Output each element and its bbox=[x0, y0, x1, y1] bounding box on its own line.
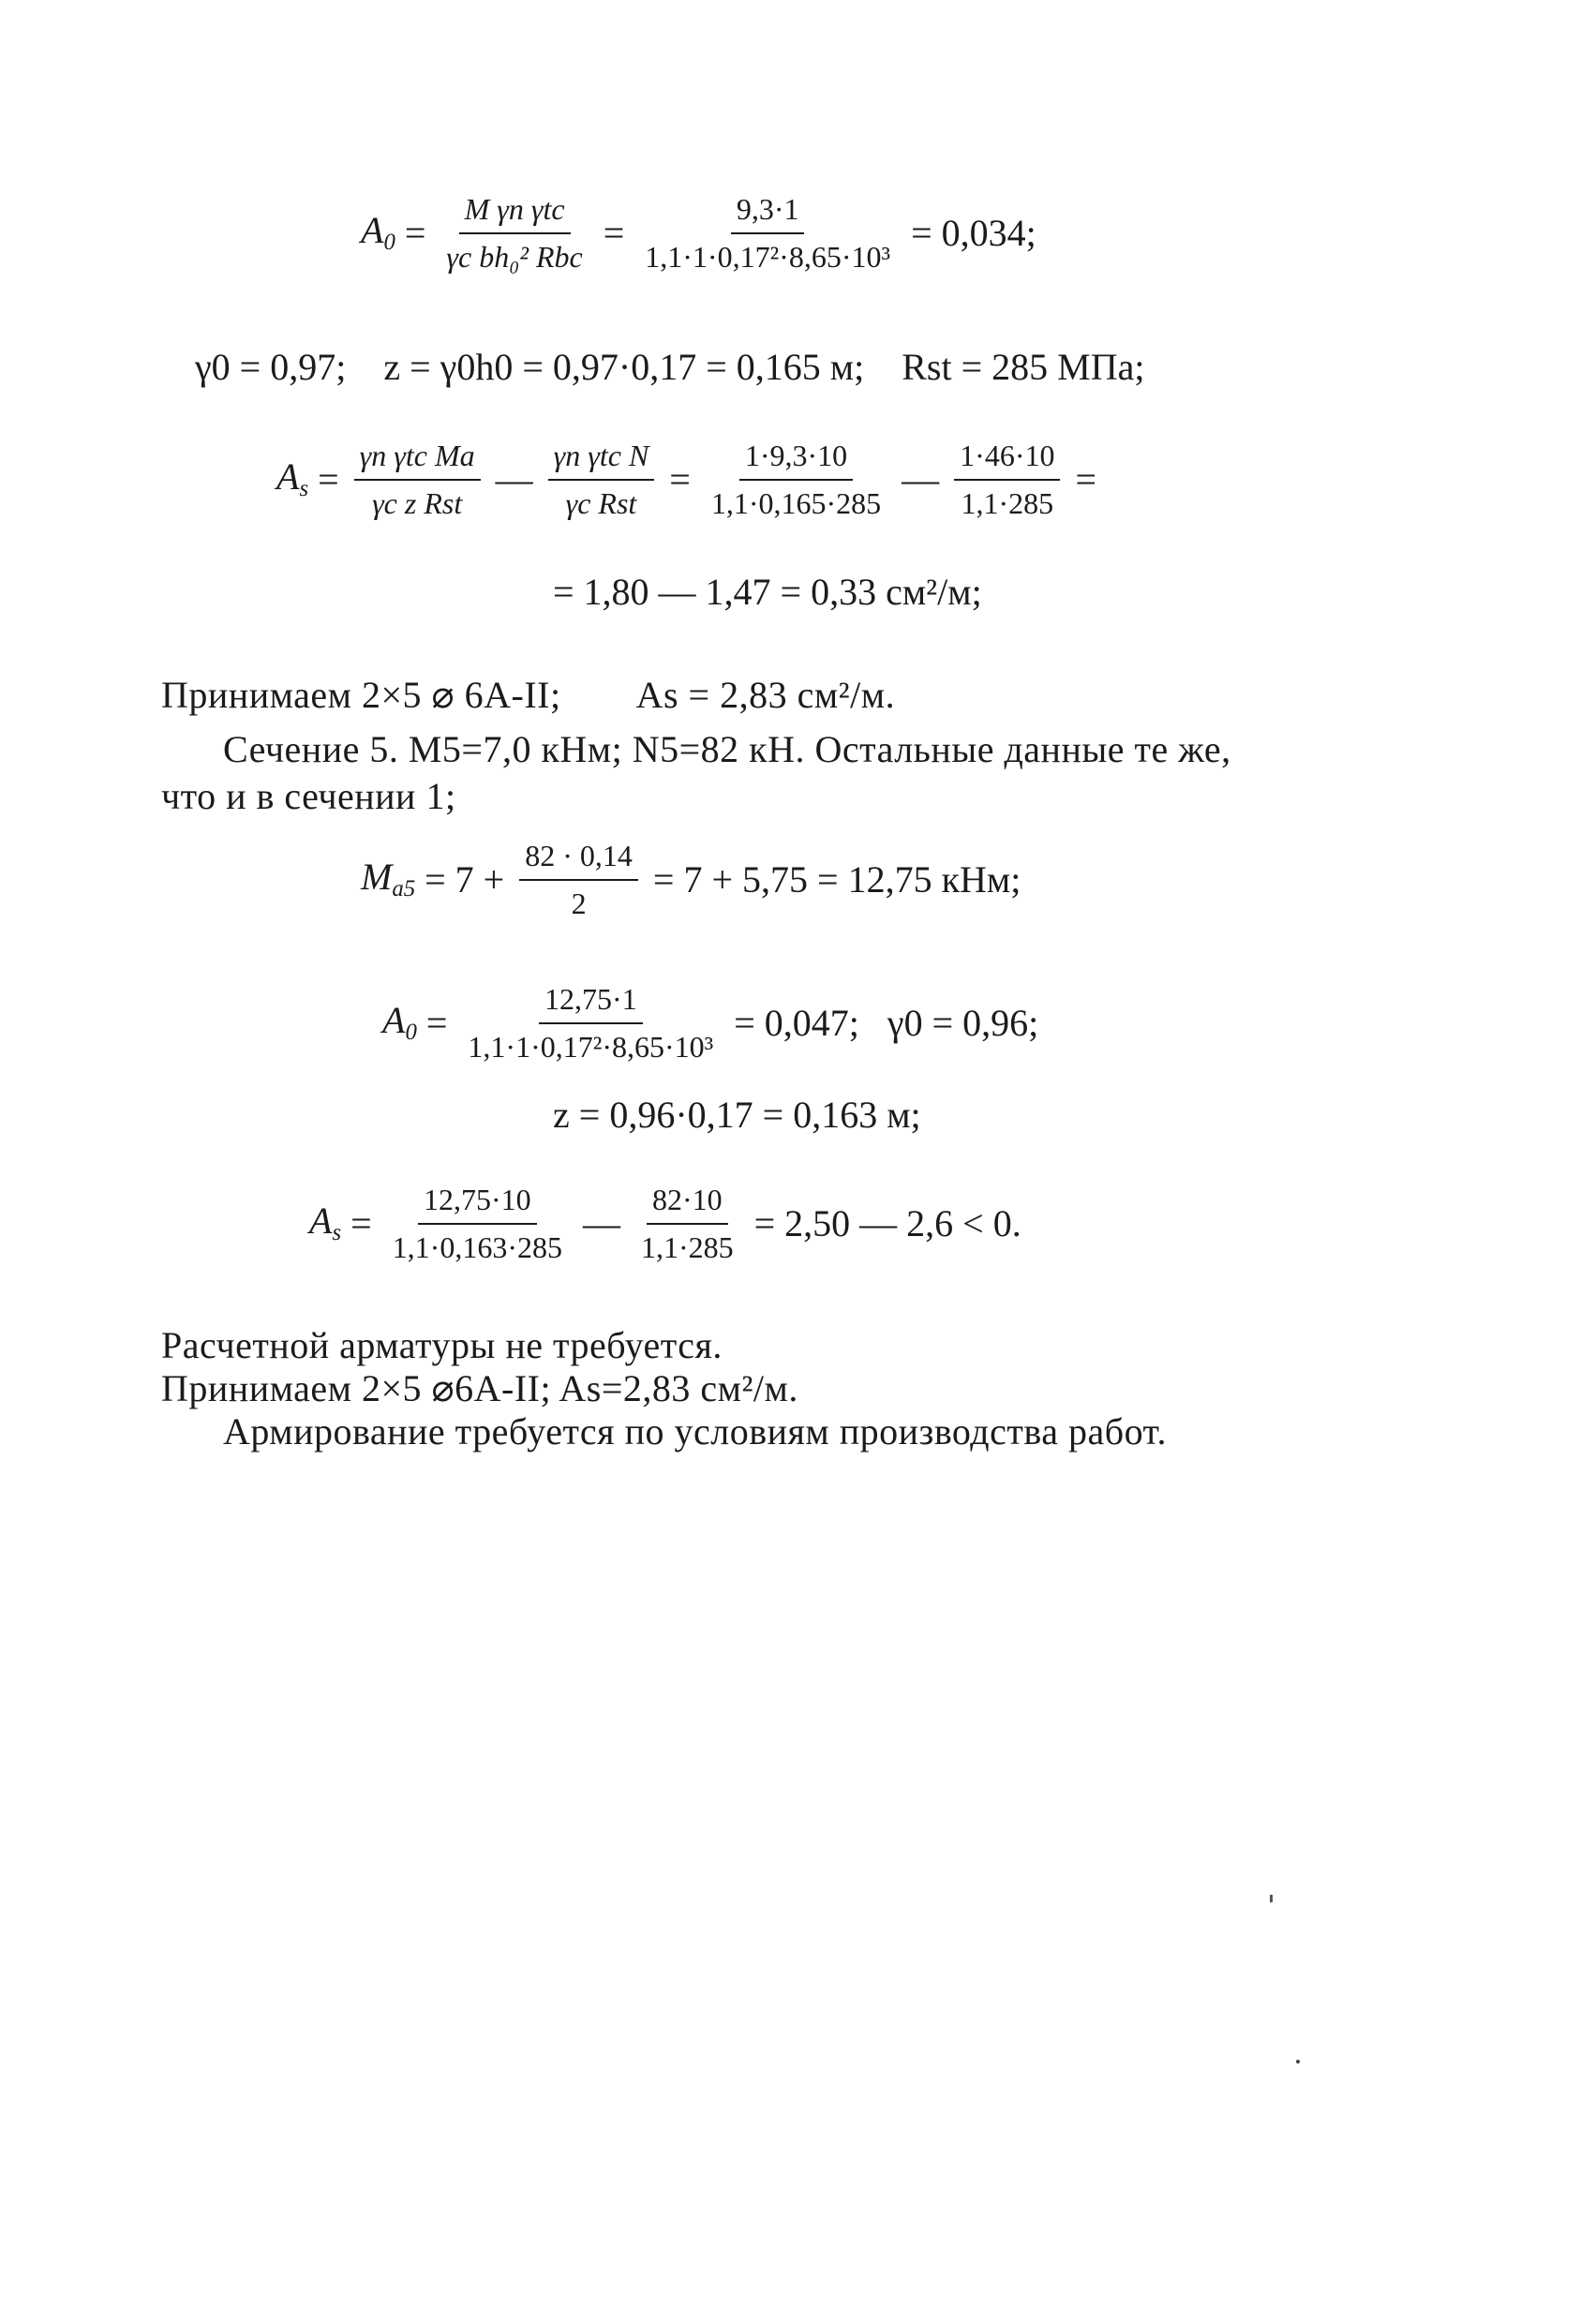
section5-line-2: что и в сечении 1; bbox=[161, 775, 456, 817]
eq3-fraction-1: $\frac{\text{γn γtc Ma}}{\text{γc z Rst}}$ bbox=[354, 439, 481, 521]
eq8-fraction-1: $\frac{12,75\cdot 10}{1,1\cdot 0,163\cdot 285}$ bbox=[392, 1183, 562, 1264]
equation-a0: $A_0$ = $\frac{\text{M γn γtc}}{\text{γc bh₀² Rbc}}$ = $\frac{9,3\cdot 1}{\text{1,1·1·0,17²·8,65·10³}}$ = 0,034; bbox=[361, 192, 1036, 274]
eq5-lhs: $M_{a5}$ bbox=[361, 855, 416, 901]
eq6-fraction: $\frac{12,75\cdot 1}{\text{1,1·1·0,17²·8,65·10³}}$ bbox=[468, 982, 714, 1064]
scan-speck bbox=[1296, 2060, 1300, 2063]
equation-gamma0-z: γ0 = 0,97; z = γ0h0 = 0,97·0,17 = 0,165 м; Rst = 285 МПа; bbox=[195, 346, 1145, 388]
eq5-fraction: $\frac{82 \cdot 0,14}{2}$ bbox=[519, 839, 638, 921]
eq1-fraction-numeric: $\frac{9,3\cdot 1}{\text{1,1·1·0,17²·8,65·10³}}$ bbox=[645, 192, 891, 274]
equation-as-result: = 1,80 — 1,47 = 0,33 см²/м; bbox=[553, 571, 982, 613]
equation-z-section5: z = 0,96·0,17 = 0,163 м; bbox=[553, 1094, 921, 1136]
equation-as-section5: $A_s$ = $\frac{12,75\cdot 10}{1,1\cdot 0,163\cdot 285}$ — $\frac{82\cdot 10}{1,1\cdot 285}$ = 2,50 — 2,6 < 0. bbox=[309, 1183, 1021, 1264]
eq1-fraction-symbolic: $\frac{\text{M γn γtc}}{\text{γc bh₀² Rbc}}$ bbox=[446, 192, 583, 274]
eq3-fraction-3: $\frac{1\cdot 9,3\cdot 10}{1,1\cdot 0,165\cdot 285}$ bbox=[710, 439, 882, 520]
eq3-fraction-4: $\frac{1\cdot 46\cdot 10}{1,1\cdot 285}$ bbox=[954, 439, 1060, 521]
eq8-lhs: $A_s$ bbox=[309, 1199, 342, 1245]
eq3-fraction-2: $\frac{\text{γn γtc N}}{\text{γc Rst}}$ bbox=[548, 439, 655, 521]
eq6-lhs: $A_0$ bbox=[382, 998, 417, 1045]
section5-line-1: Сечение 5. M5=7,0 кНм; N5=82 кН. Остальные данные те же, bbox=[223, 728, 1231, 770]
eq1-lhs: $A_0$ bbox=[361, 208, 395, 255]
equation-ma5: $M_{a5}$ = 7 + $\frac{82 \cdot 0,14}{2}$ = 7 + 5,75 = 12,75 кНм; bbox=[361, 839, 1021, 920]
eq8-fraction-2: $\frac{82\cdot 10}{1,1\cdot 285}$ bbox=[640, 1183, 734, 1264]
footer-line-2: Принимаем 2×5 ⌀6А-II; As=2,83 см²/м. bbox=[161, 1367, 798, 1409]
accept-line-1: Принимаем 2×5 ⌀ 6А-II; As = 2,83 см²/м. bbox=[161, 674, 896, 716]
eq3-lhs: $A_s$ bbox=[276, 454, 309, 501]
equation-as-1: $A_s$ = $\frac{\text{γn γtc Ma}}{\text{γc z Rst}}$ — $\frac{\text{γn γtc N}}{\text{γc Rst}}$ = $\frac{1\cdot 9,3\cdot 10}{1,1\cdot 0,165\cdot 285}$ — $\frac{1\cdot 46\cdot 10}{1,1\cdot 285}$ = bbox=[276, 439, 1097, 520]
footer-line-1: Расчетной арматуры не требуется. bbox=[161, 1324, 723, 1366]
equation-a0-section5: $A_0$ = $\frac{12,75\cdot 1}{\text{1,1·1·0,17²·8,65·10³}}$ = 0,047; γ0 = 0,96; bbox=[382, 982, 1039, 1064]
footer-line-3: Армирование требуется по условиям производства работ. bbox=[223, 1410, 1168, 1452]
scan-speck bbox=[1270, 1895, 1273, 1902]
